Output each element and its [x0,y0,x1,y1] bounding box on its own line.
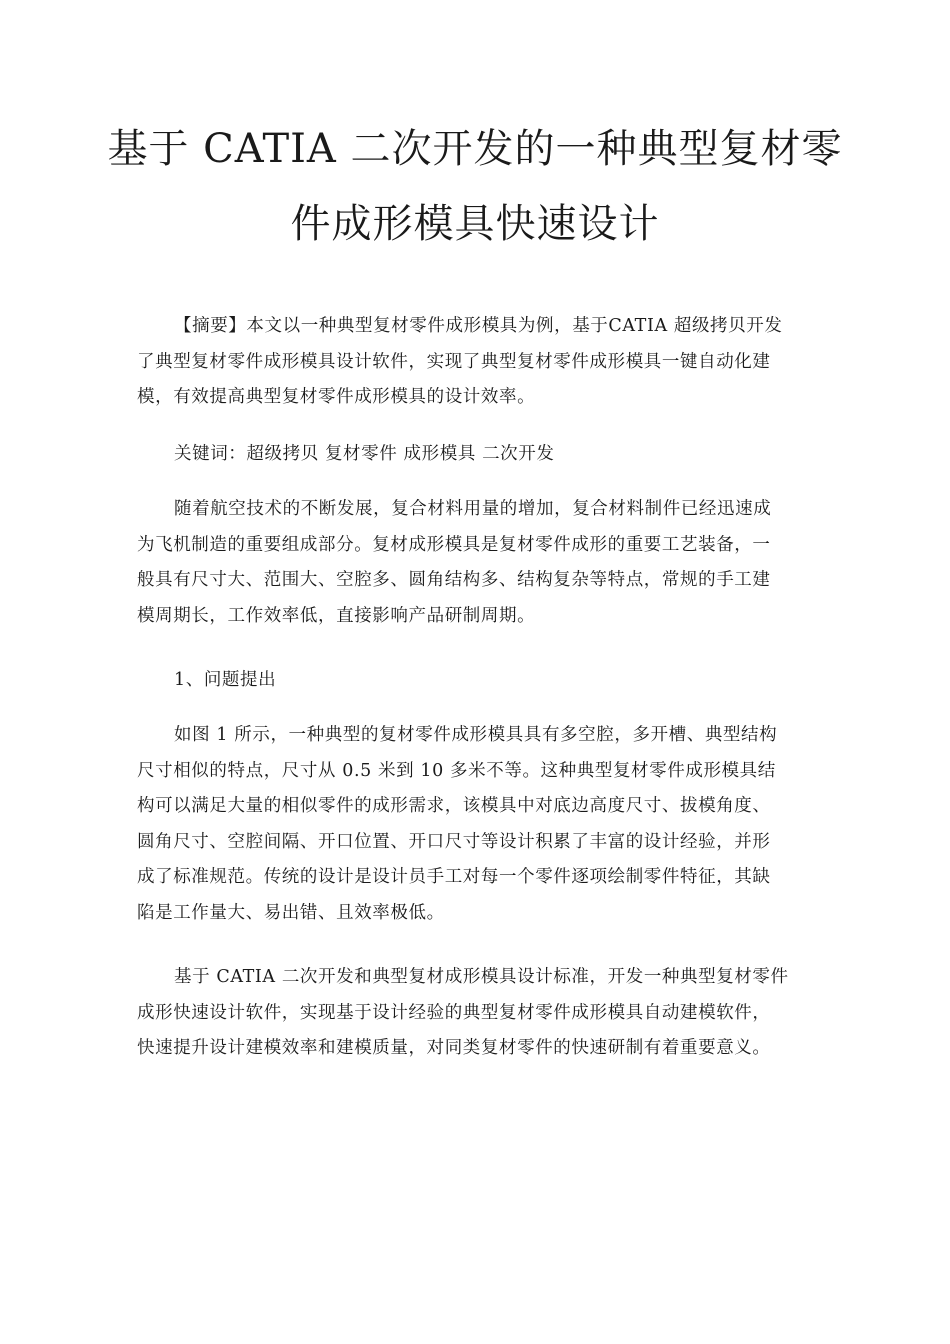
problem-paragraph [137,718,821,931]
abstract-line: 【摘要】本文以一种典型复材零件成形模具为例，基于CATIA 超级拷贝开发 [174,316,783,336]
intro-paragraph [137,492,821,634]
document-title [100,112,850,262]
title-line: 基于 CATIA 二次开发的一种典型复材零 [107,126,843,172]
paragraph-line: 为飞机制造的重要组成部分。复材成形模具是复材零件成形的重要工艺装备，一 [137,534,771,555]
paragraph-line: 基于 CATIA 二次开发和典型复材成形模具设计标准，开发一种典型复材零件 [174,967,789,987]
paragraph-line: 构可以满足大量的相似零件的成形需求，该模具中对底边高度尺寸、拔模角度、 [137,796,771,816]
paragraph-line: 成了标准规范。传统的设计是设计员手工对每一个零件逐项绘制零件特征，其缺 [137,867,771,887]
paragraph-line: 如图 1 所示，一种典型的复材零件成形模具具有多空腔，多开槽、典型结构 [174,725,778,745]
title-line: 件成形模具快速设计 [290,201,660,247]
abstract-line: 模，有效提高典型复材零件成形模具的设计效率。 [137,387,536,407]
abstract-line: 了典型复材零件成形模具设计软件，实现了典型复材零件成形模具一键自动化建 [137,351,771,372]
paragraph-line: 快速提升设计建模效率和建模质量，对同类复材零件的快速研制有着重要意义。 [137,1038,771,1058]
paragraph-line: 模周期长，工作效率低，直接影响产品研制周期。 [137,605,536,626]
paragraph-line: 般具有尺寸大、范围大、空腔多、圆角结构多、结构复杂等特点，常规的手工建 [137,570,771,590]
keywords-text: 关键词：超级拷贝 复材零件 成形模具 二次开发 [174,444,555,464]
section-heading [137,663,821,699]
paragraph-line: 圆角尺寸、空腔间隔、开口位置、开口尺寸等设计积累了丰富的设计经验，并形 [137,831,771,852]
paragraph-line: 陷是工作量大、易出错、且效率极低。 [137,902,445,923]
paragraph-line: 随着航空技术的不断发展，复合材料用量的增加，复合材料制件已经迅速成 [174,499,772,519]
paragraph-line: 尺寸相似的特点，尺寸从 0.5 米到 10 多米不等。这种典型复材零件成形模具结 [137,760,776,781]
abstract-paragraph [137,309,821,416]
solution-paragraph [137,960,821,1067]
section-heading-text: 1、问题提出 [174,670,277,690]
keywords-line [137,437,821,473]
paragraph-line: 成形快速设计软件，实现基于设计经验的典型复材零件成形模具自动建模软件， [137,1002,771,1023]
